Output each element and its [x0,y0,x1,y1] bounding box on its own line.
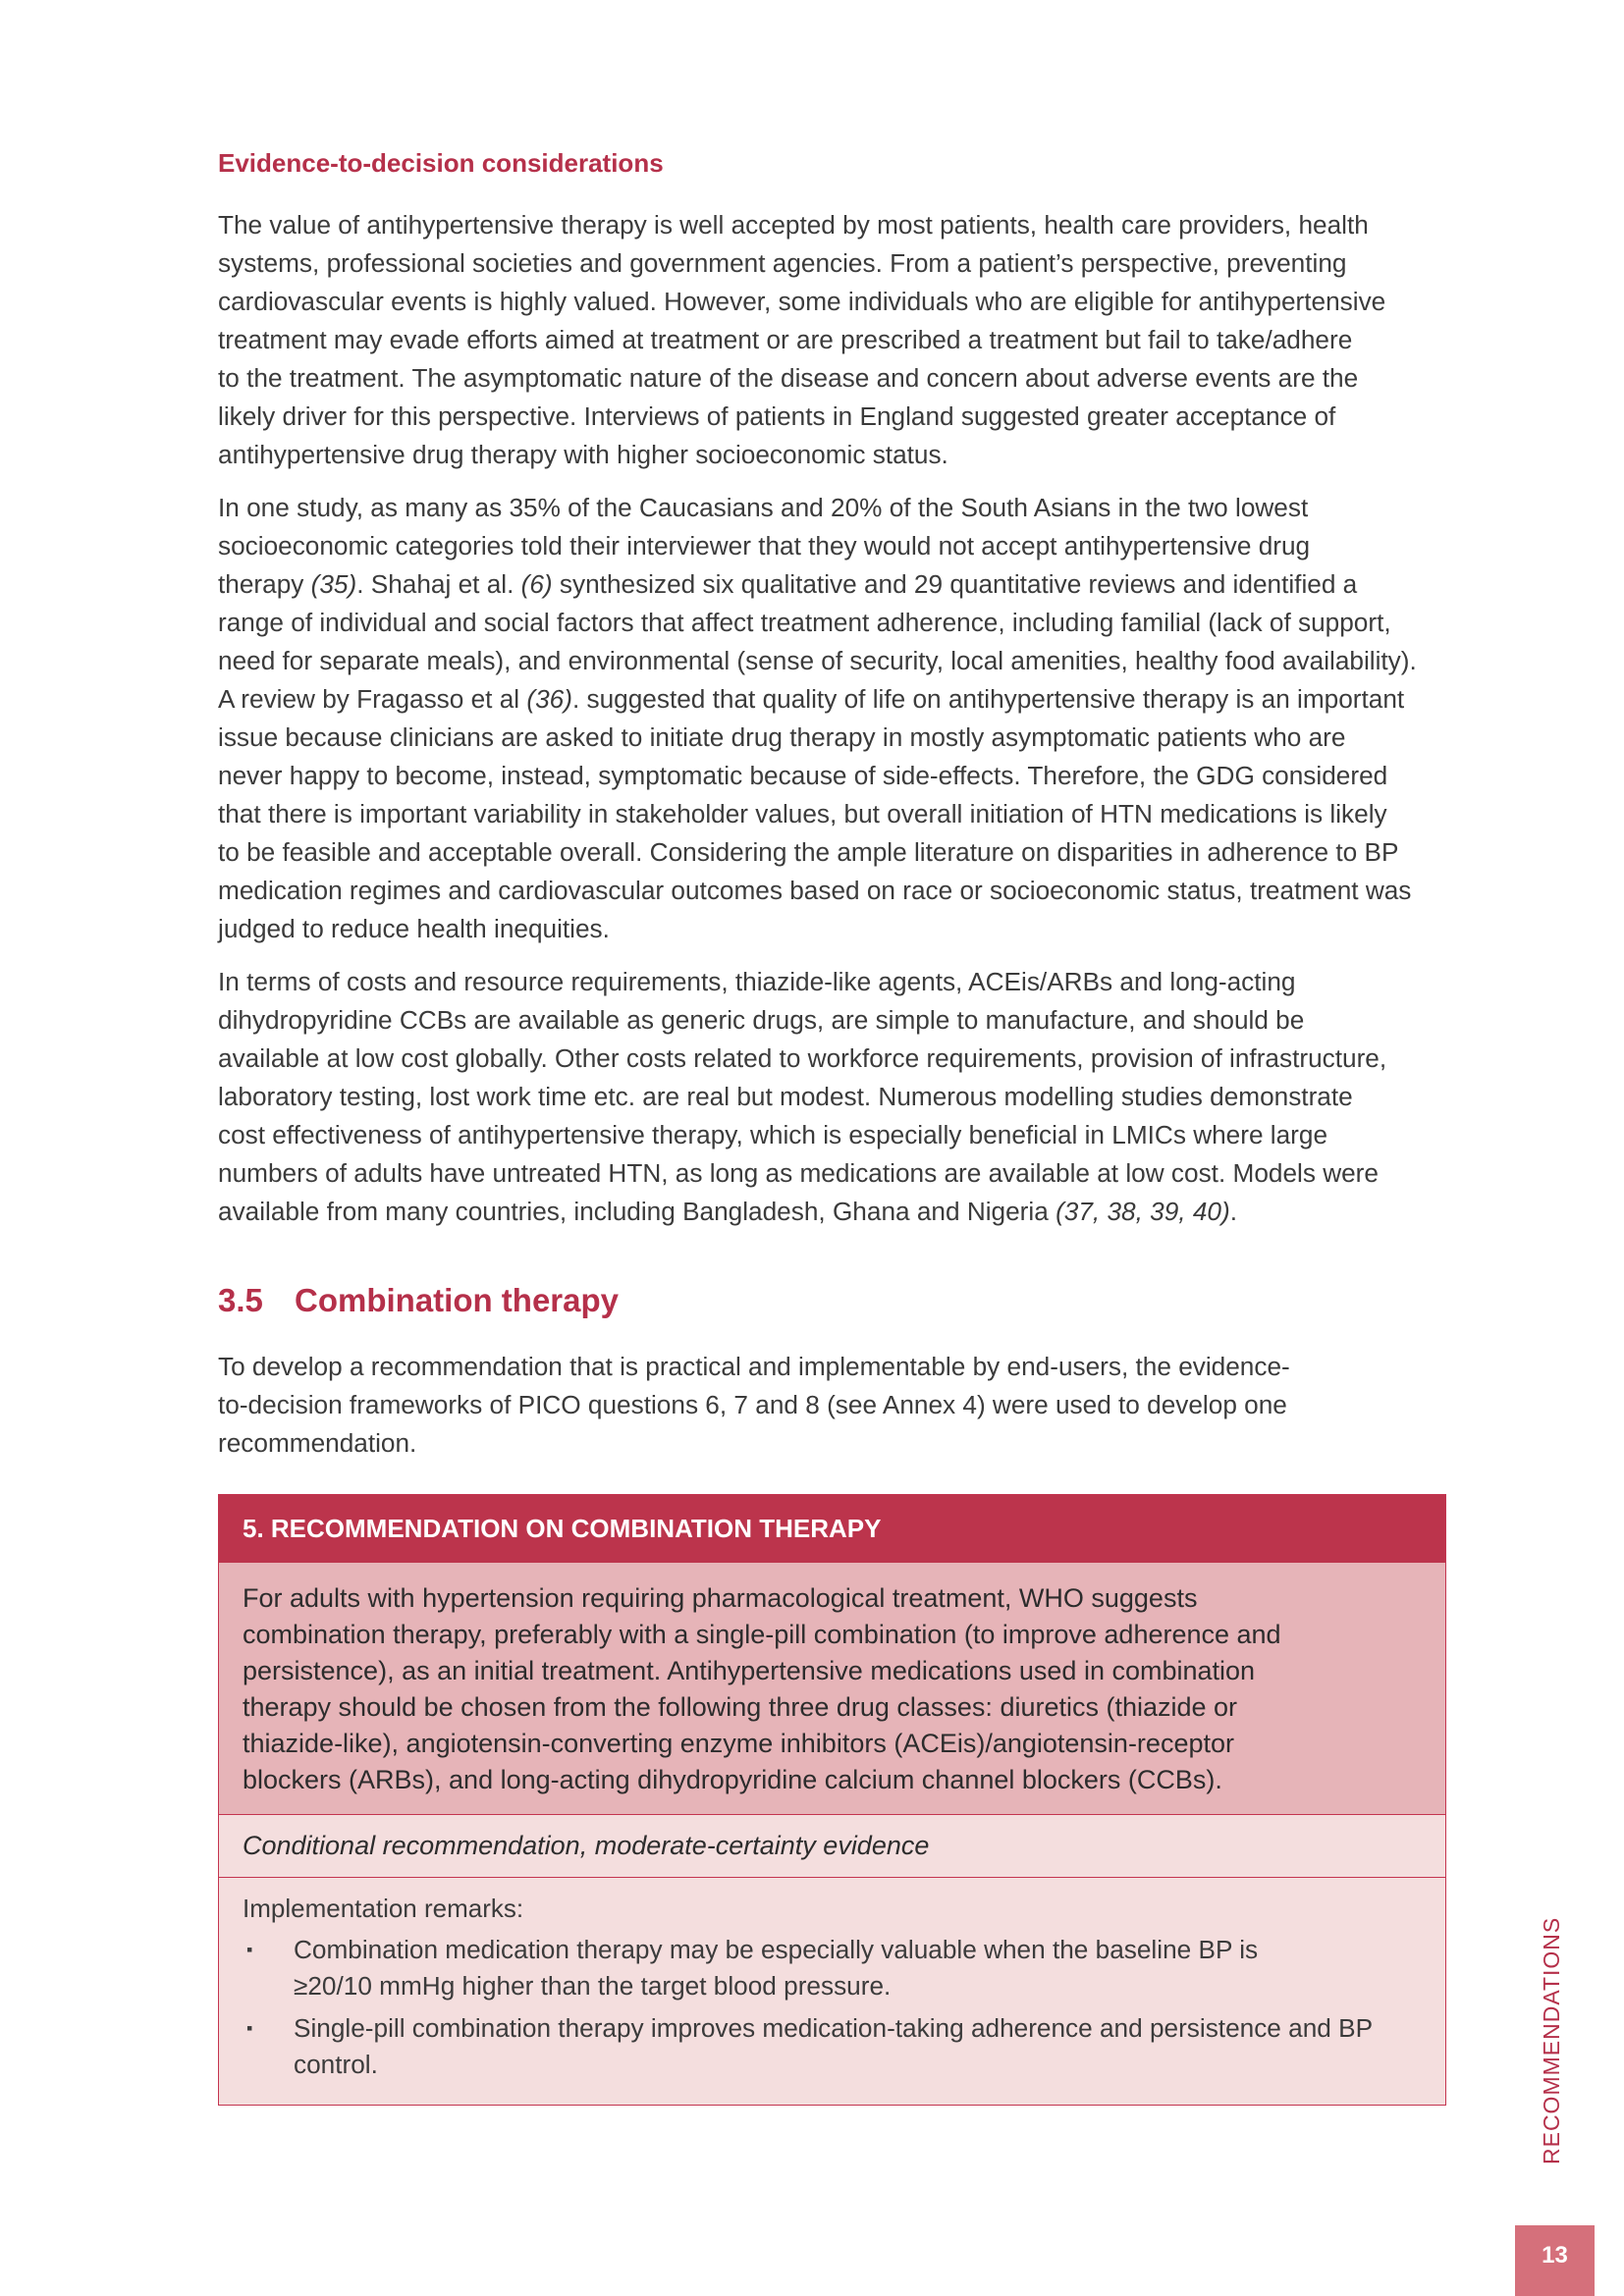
citation: (6) [520,568,553,599]
implementation-remarks [219,1878,1445,2105]
paragraph-text: In terms of costs and resource requirements, thiazide-like agents, ACEis/ARBs and long-acting dihydropyridine CCBs are available as generic drugs, are simple to manufacture, and should be available at low cost globally. Other costs related to workforce requirements, provision of infrastructure, laboratory testing, lost work time etc. are real but modest. Numerous modelling studies demonstrate cost effectiveness of antihypertensive therapy, which is especially beneficial in LMICs where large numbers of adults have untreated HTN, as long as medications are available at low cost. Models were available from many countries, including Bangladesh, Ghana and Nigeria [218,966,1387,1226]
paragraph-costs [218,963,1445,1231]
recommendation-box [218,1494,1446,2107]
implementation-title: Implementation remarks: [243,1894,524,1924]
paragraph-text: . [1229,1196,1237,1226]
recommendation-body: For adults with hypertension requiring pharmacological treatment, WHO suggests combination therapy, preferably with a single-pill combination (to improve adherence and persistence), as an initial treatment. Antihypertensive medications used in combination therapy should be chosen from the following three drug classes: diuretics (thiazide or thiazide-like), angiotensin-converting enzyme inhibitors (ACEis)/angiotensin-receptor blockers (ARBs), and long-acting dihydropyridine calcium channel blockers (CCBs). [219,1563,1445,1814]
section-number: 3.5 [218,1281,263,1318]
section-heading [218,1280,1445,1322]
section-intro: To develop a recommendation that is practical and implementable by end-users, the evidence- to-decision frameworks of PICO questions 6, 7 and 8 (see Annex 4) were used to develop one recommendation. [218,1351,1290,1458]
side-section-label: RECOMMENDATIONS [1539,1916,1564,2164]
page-content [218,147,1445,2106]
subsection-title: Evidence-to-decision considerations [218,148,664,178]
implementation-list [243,1932,1422,2083]
section-title: Combination therapy [295,1281,620,1318]
paragraph-text: The value of antihypertensive therapy is well accepted by most patients, health care providers, health systems, professional societies and government agencies. From a patient’s perspective, preventing cardiovascular events is highly valued. However, some individuals who are eligible for antihypertensive treatment may evade efforts aimed at treatment or are prescribed a treatment but fail to take/adhere to the treatment. The asymptomatic nature of the disease and concern about adverse events are the likely driver for this perspective. Interviews of patients in England suggested greater acceptance of antihypertensive drug therapy with higher socioeconomic status. [218,209,1386,469]
page-number: 13 [1515,2225,1595,2296]
paragraph-values [218,206,1445,474]
paragraph-text: . suggested that quality of life on antihypertensive therapy is an important issue because clinicians are asked to initiate drug therapy in mostly asymptomatic patients who are never happy to become, instead, symptomatic because of side-effects. Therefore, the GDG considered that there is important variability in stakeholder values, but overall initiation of HTN medications is likely to be feasible and acceptable overall. Considering the ample literature on disparities in adherence to BP medication regimes and cardiovascular outcomes based on race or socioeconomic status, treatment was judged to reduce health inequities. [218,683,1412,943]
list-item: ▪ Single-pill combination therapy improves medication-taking adherence and persistence and BP control. [243,2010,1422,2083]
paragraph-text: . Shahaj et al. [356,568,521,599]
citation: (37, 38, 39, 40) [1056,1196,1230,1226]
paragraph-text: synthesized six qualitative and 29 quantitative reviews and identified a range of individual and social factors that affect treatment adherence, including familial (lack of support, need for separate meals), and environmental (sense of security, local amenities, healthy food availability). A review by Fragasso et al [218,568,1417,714]
paragraph-adherence [218,489,1445,948]
recommendation-header: 5. RECOMMENDATION ON COMBINATION THERAPY [219,1495,1445,1564]
citation: (35) [310,568,357,599]
recommendation-strength: Conditional recommendation, moderate-certainty evidence [219,1814,1445,1878]
list-item: ▪ Combination medication therapy may be especially valuable when the baseline BP is ≥20/10 mmHg higher than the target blood pressure. [243,1932,1422,2004]
citation: (36) [526,683,572,714]
paragraph-text: In one study, as many as 35% of the Caucasians and 20% of the South Asians in the two lowest socioeconomic categories told their interviewer that they would not accept antihypertensive drug therapy [218,492,1311,599]
